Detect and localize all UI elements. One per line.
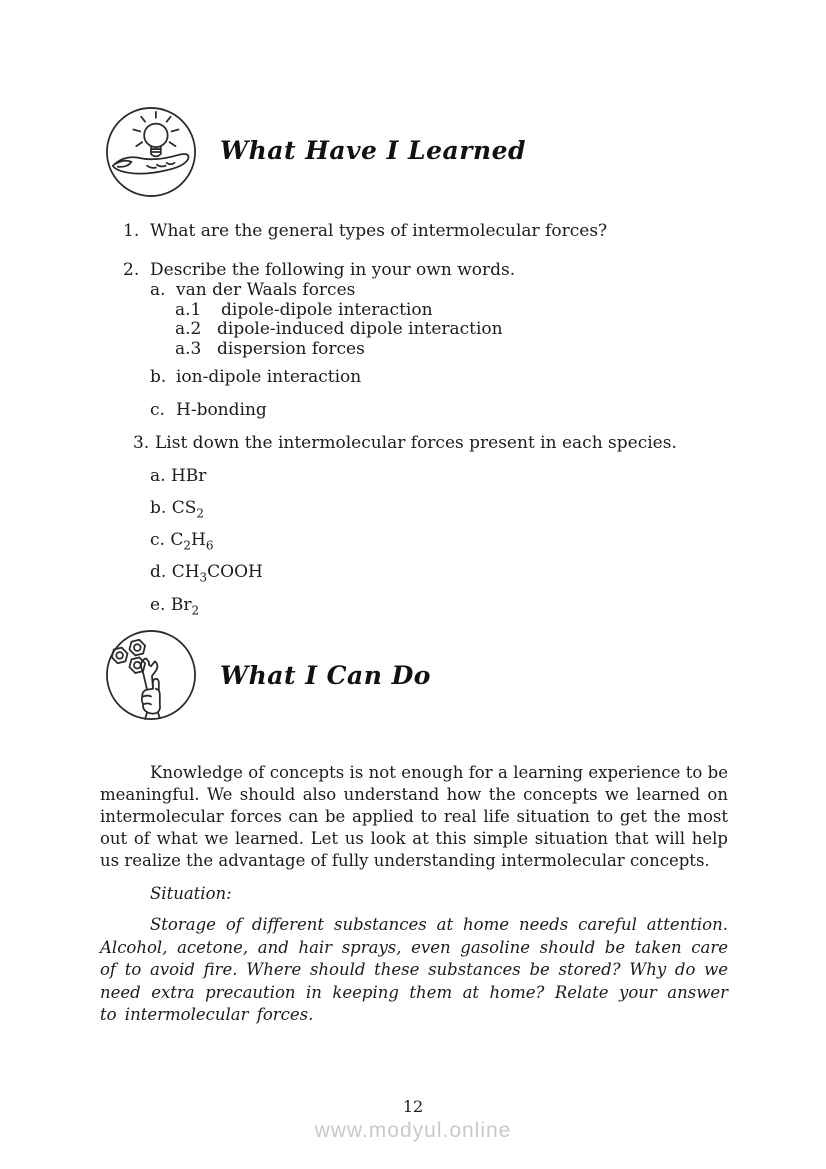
species-item-d — [150, 562, 263, 585]
list-item-a — [150, 280, 355, 300]
watermark: www.modyul.online — [314, 1119, 512, 1142]
species-b-formula: b. CS — [150, 498, 197, 518]
question-1 — [123, 221, 607, 241]
page-number: 12 — [402, 1097, 424, 1116]
question-1-text: What are the general types of intermolecular forces? — [150, 221, 608, 241]
list-item-a2-label: a.2 — [175, 319, 202, 339]
list-item-a-label: a. — [150, 280, 166, 300]
species-item-b — [150, 498, 204, 521]
lightbulb-in-hand-icon — [104, 105, 198, 199]
question-2-number: 2. — [123, 260, 140, 280]
list-item-b-text: ion-dipole interaction — [176, 367, 362, 387]
species-c-formula: c. C — [150, 530, 184, 550]
species-c-subscript-1: 2 — [183, 538, 191, 553]
species-c-subscript-2: 6 — [205, 538, 214, 553]
list-item-c-label: c. — [150, 400, 165, 420]
situation-paragraph: Storage of different substances at home needs careful attention. Alcohol, acetone, and hair sprays, even gasoline should be taken care of to avoid fire. Where should these substances be stored? Why do we need extra precaution in keeping them at home? Relate your answer to intermolecular forces. — [100, 915, 728, 1025]
list-item-a2-text: dipole-induced dipole interaction — [217, 319, 503, 339]
species-e-subscript: 2 — [191, 603, 200, 618]
list-item-b — [150, 367, 361, 387]
species-item-a — [150, 466, 206, 486]
species-item-c — [150, 530, 214, 553]
list-item-a1-text: dipole-dipole interaction — [221, 300, 433, 320]
list-item-c-text: H-bonding — [176, 400, 267, 420]
list-item-a2 — [175, 319, 503, 339]
species-a-formula: a. HBr — [150, 466, 207, 486]
question-2 — [123, 260, 515, 280]
hand-holding-wrench-icon — [104, 628, 198, 722]
species-item-e — [150, 595, 200, 618]
species-c-formula-2: H — [190, 530, 206, 550]
section-title-learned: What Have I Learned — [220, 136, 526, 165]
list-item-c — [150, 400, 267, 420]
species-d-formula: d. CH — [150, 562, 200, 582]
species-d-formula-2: COOH — [207, 562, 263, 582]
species-e-formula: e. Br — [150, 595, 192, 615]
species-d-subscript: 3 — [199, 570, 208, 585]
list-item-b-label: b. — [150, 367, 167, 387]
list-item-a3-label: a.3 — [175, 339, 202, 359]
list-item-a1-label: a.1 — [175, 300, 202, 320]
list-item-a3-text: dispersion forces — [217, 339, 365, 359]
question-2-text: Describe the following in your own words. — [150, 260, 516, 280]
question-3 — [133, 433, 677, 453]
list-item-a-text: van der Waals forces — [176, 280, 356, 300]
species-b-subscript: 2 — [196, 506, 204, 521]
question-1-number: 1. — [123, 221, 140, 241]
situation-label: Situation: — [150, 884, 232, 903]
question-3-text: List down the intermolecular forces present in each species. — [155, 433, 677, 453]
list-item-a3 — [175, 339, 365, 359]
section-title-cando: What I Can Do — [220, 661, 431, 690]
list-item-a1 — [175, 300, 433, 320]
question-3-number: 3. — [133, 433, 150, 453]
cando-paragraph: Knowledge of concepts is not enough for a learning experience to be meaningful. We should also understand how the concepts we learned on intermolecular forces can be applied to real life situation to get the most out of what we learned. Let us look at this simple situation that will help us realize the advantage of fully understanding intermolecular concepts. — [100, 763, 728, 870]
